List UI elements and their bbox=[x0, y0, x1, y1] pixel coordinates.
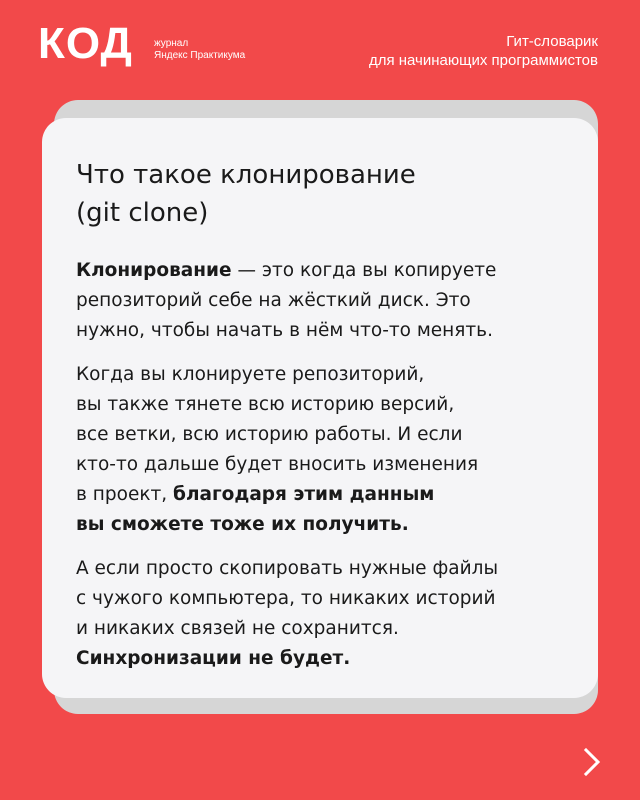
paragraph-line: нужно, чтобы начать в нём что-то менять. bbox=[76, 320, 493, 341]
paragraph-text: в проект, bbox=[76, 484, 174, 505]
card-title-line1: Что такое клонирование bbox=[76, 160, 416, 190]
paragraph-copy bbox=[76, 554, 576, 674]
paragraph-line: с чужого компьютера, то никаких историй bbox=[76, 588, 496, 609]
logo-subtitle-line1: журнал bbox=[154, 38, 189, 49]
highlight-bold-line: вы сможете тоже их получить. bbox=[76, 514, 409, 535]
paragraph-line: и никаких связей не сохранится. bbox=[76, 618, 399, 639]
card-title bbox=[76, 156, 576, 232]
paragraph-line: вы также тянете всю историю версий, bbox=[76, 394, 455, 415]
paragraph-line: репозиторий себе на жёсткий диск. Это bbox=[76, 290, 471, 311]
series-title-line2: для начинающих программистов bbox=[368, 52, 598, 69]
logo-subtitle-line2: Яндекс Практикума bbox=[154, 50, 246, 61]
paragraph-line: все ветки, всю историю работы. И если bbox=[76, 424, 463, 445]
logo-subtitle bbox=[154, 38, 245, 62]
paragraph-line: Когда вы клонируете репозиторий, bbox=[76, 364, 425, 385]
conclusion-bold: Синхронизации не будет. bbox=[76, 648, 351, 669]
highlight-bold: благодаря этим данным bbox=[173, 484, 435, 505]
paragraph-definition bbox=[76, 256, 576, 346]
series-title-line1: Гит-словарик bbox=[506, 33, 598, 50]
card-title-line2: (git clone) bbox=[76, 198, 209, 228]
paragraph-history bbox=[76, 360, 576, 540]
chevron-right-icon[interactable] bbox=[580, 746, 604, 778]
term-bold: Клонирование bbox=[76, 260, 232, 281]
definition-text: — это когда вы копируете bbox=[231, 260, 497, 281]
logo: КОД bbox=[38, 19, 133, 68]
paragraph-line: кто-то дальше будет вносить изменения bbox=[76, 454, 479, 475]
card-body bbox=[76, 256, 576, 688]
paragraph-line: А если просто скопировать нужные файлы bbox=[76, 558, 499, 579]
series-title bbox=[369, 32, 598, 70]
